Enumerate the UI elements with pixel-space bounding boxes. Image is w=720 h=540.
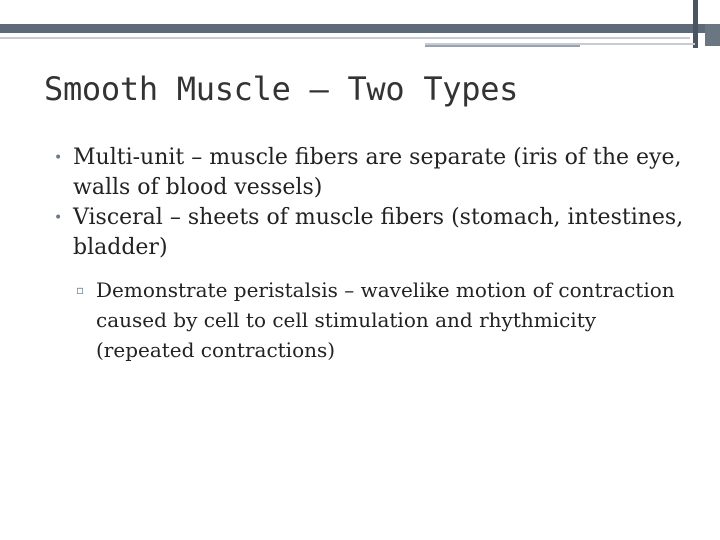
- header-background: [0, 0, 720, 24]
- bullet-text: Visceral – sheets of muscle fibers (stomach, intestines, bladder): [73, 205, 684, 260]
- bullet-item: [54, 143, 684, 203]
- bullet-item: [54, 203, 684, 263]
- sub-bullet-icon: ▫: [76, 283, 85, 297]
- bullet-icon: •: [54, 150, 63, 166]
- header-bar: [0, 24, 720, 33]
- bullet-icon: •: [54, 210, 63, 226]
- slide-title: Smooth Muscle – Two Types: [44, 70, 519, 108]
- slide-body: [54, 143, 684, 365]
- bullet-text: Multi-unit – muscle fibers are separate (iris of the eye, walls of blood vessels): [73, 145, 682, 200]
- header-corner-block: [705, 24, 720, 46]
- header-rule-long: [0, 37, 690, 39]
- header-accent-bar: [693, 0, 698, 48]
- sub-bullet-text: Demonstrate peristalsis – wavelike motion of contraction caused by cell to cell stimulation and rhythmicity (repeated contractions): [96, 278, 675, 362]
- header-rule-shadow: [425, 45, 580, 47]
- sub-bullet-item: [76, 275, 684, 365]
